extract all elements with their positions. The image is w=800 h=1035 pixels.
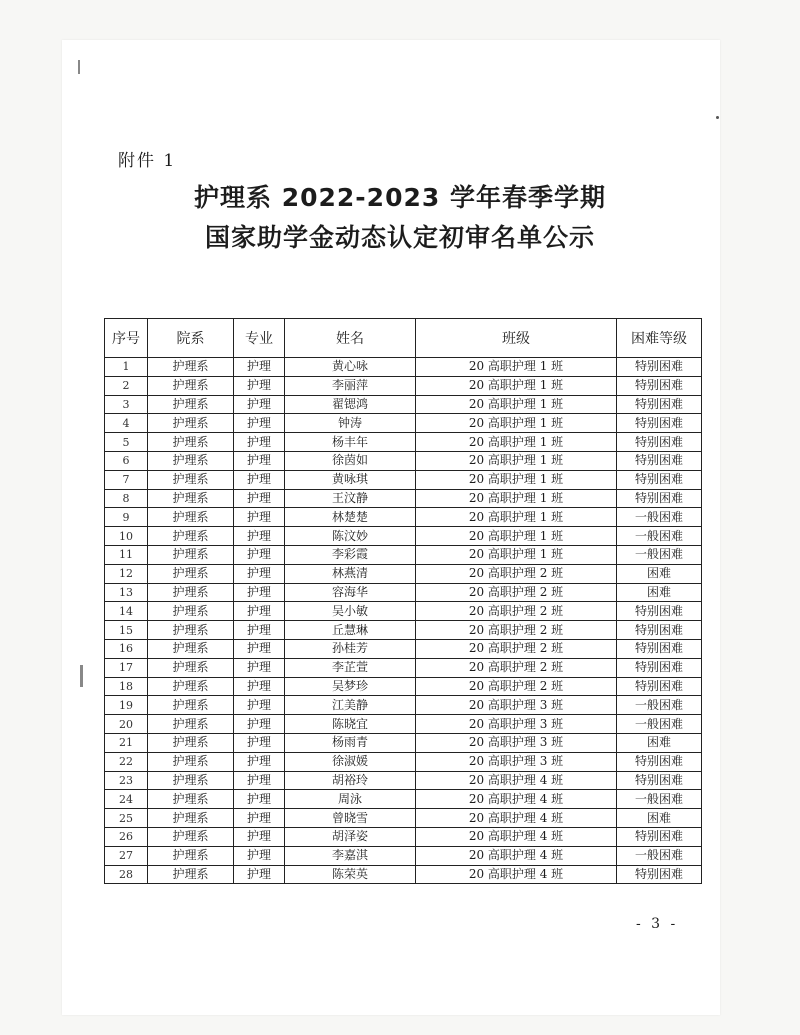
table-row [105, 414, 702, 433]
cell-name: 吴小敏 [285, 602, 416, 621]
cell-index: 10 [105, 527, 148, 546]
cell-department: 护理系 [148, 696, 234, 715]
cell-department: 护理系 [148, 733, 234, 752]
cell-difficulty-level: 特别困难 [617, 395, 702, 414]
table-row [105, 771, 702, 790]
cell-department: 护理系 [148, 470, 234, 489]
table-row [105, 358, 702, 377]
table-row [105, 470, 702, 489]
table-row [105, 527, 702, 546]
cell-class: 20 高职护理 1 班 [416, 489, 617, 508]
cell-department: 护理系 [148, 865, 234, 884]
cell-major: 护理 [234, 752, 285, 771]
cell-class: 20 高职护理 1 班 [416, 545, 617, 564]
cell-major: 护理 [234, 827, 285, 846]
cell-name: 黄心咏 [285, 358, 416, 377]
table-row [105, 715, 702, 734]
cell-department: 护理系 [148, 433, 234, 452]
cell-major: 护理 [234, 771, 285, 790]
cell-department: 护理系 [148, 358, 234, 377]
cell-class: 20 高职护理 4 班 [416, 809, 617, 828]
table-row [105, 583, 702, 602]
cell-difficulty-level: 特别困难 [617, 771, 702, 790]
cell-major: 护理 [234, 451, 285, 470]
cell-index: 15 [105, 621, 148, 640]
cell-index: 6 [105, 451, 148, 470]
header-difficulty-level: 困难等级 [617, 319, 702, 358]
cell-class: 20 高职护理 2 班 [416, 621, 617, 640]
cell-department: 护理系 [148, 658, 234, 677]
cell-index: 7 [105, 470, 148, 489]
cell-difficulty-level: 一般困难 [617, 527, 702, 546]
cell-major: 护理 [234, 395, 285, 414]
cell-class: 20 高职护理 3 班 [416, 715, 617, 734]
cell-difficulty-level: 困难 [617, 809, 702, 828]
cell-department: 护理系 [148, 451, 234, 470]
table-row [105, 733, 702, 752]
cell-name: 黄咏琪 [285, 470, 416, 489]
cell-difficulty-level: 特别困难 [617, 470, 702, 489]
scan-mark-margin [80, 665, 83, 687]
cell-index: 20 [105, 715, 148, 734]
cell-difficulty-level: 特别困难 [617, 358, 702, 377]
table-row [105, 545, 702, 564]
cell-difficulty-level: 困难 [617, 564, 702, 583]
cell-index: 27 [105, 846, 148, 865]
cell-difficulty-level: 一般困难 [617, 545, 702, 564]
cell-department: 护理系 [148, 790, 234, 809]
cell-name: 陈晓宜 [285, 715, 416, 734]
cell-name: 曾晓雪 [285, 809, 416, 828]
cell-class: 20 高职护理 1 班 [416, 433, 617, 452]
cell-major: 护理 [234, 376, 285, 395]
table-row [105, 809, 702, 828]
cell-major: 护理 [234, 527, 285, 546]
table-row [105, 508, 702, 527]
cell-class: 20 高职护理 1 班 [416, 376, 617, 395]
scan-mark-left [78, 60, 80, 74]
cell-index: 11 [105, 545, 148, 564]
table-row [105, 865, 702, 884]
document-title-line2: 国家助学金动态认定初审名单公示 [204, 223, 595, 252]
cell-difficulty-level: 特别困难 [617, 489, 702, 508]
cell-class: 20 高职护理 2 班 [416, 564, 617, 583]
cell-index: 26 [105, 827, 148, 846]
cell-name: 容海华 [285, 583, 416, 602]
cell-name: 钟涛 [285, 414, 416, 433]
cell-class: 20 高职护理 2 班 [416, 639, 617, 658]
cell-difficulty-level: 特别困难 [617, 677, 702, 696]
cell-difficulty-level: 特别困难 [617, 827, 702, 846]
cell-major: 护理 [234, 621, 285, 640]
aid-list-table [104, 318, 702, 884]
cell-name: 江美静 [285, 696, 416, 715]
scan-dot-right [716, 116, 719, 119]
cell-name: 王汶静 [285, 489, 416, 508]
table-row [105, 395, 702, 414]
cell-class: 20 高职护理 2 班 [416, 602, 617, 621]
header-department: 院系 [148, 319, 234, 358]
cell-difficulty-level: 特别困难 [617, 414, 702, 433]
table-row [105, 846, 702, 865]
table-row [105, 621, 702, 640]
header-major: 专业 [234, 319, 285, 358]
cell-class: 20 高职护理 2 班 [416, 583, 617, 602]
cell-department: 护理系 [148, 395, 234, 414]
table-row [105, 658, 702, 677]
cell-major: 护理 [234, 809, 285, 828]
cell-major: 护理 [234, 358, 285, 377]
cell-department: 护理系 [148, 639, 234, 658]
cell-major: 护理 [234, 470, 285, 489]
cell-department: 护理系 [148, 715, 234, 734]
cell-department: 护理系 [148, 508, 234, 527]
cell-index: 17 [105, 658, 148, 677]
cell-index: 18 [105, 677, 148, 696]
cell-difficulty-level: 一般困难 [617, 508, 702, 527]
cell-difficulty-level: 特别困难 [617, 602, 702, 621]
cell-class: 20 高职护理 4 班 [416, 790, 617, 809]
cell-name: 周泳 [285, 790, 416, 809]
cell-class: 20 高职护理 4 班 [416, 865, 617, 884]
table-row [105, 602, 702, 621]
table-row [105, 564, 702, 583]
cell-department: 护理系 [148, 545, 234, 564]
cell-major: 护理 [234, 639, 285, 658]
cell-name: 徐淑媛 [285, 752, 416, 771]
cell-difficulty-level: 一般困难 [617, 715, 702, 734]
cell-department: 护理系 [148, 564, 234, 583]
cell-index: 9 [105, 508, 148, 527]
document-title-line1: 护理系 2022-2023 学年春季学期 [194, 183, 606, 212]
cell-difficulty-level: 特别困难 [617, 658, 702, 677]
cell-difficulty-level: 特别困难 [617, 376, 702, 395]
cell-class: 20 高职护理 1 班 [416, 527, 617, 546]
cell-index: 22 [105, 752, 148, 771]
cell-department: 护理系 [148, 771, 234, 790]
header-index: 序号 [105, 319, 148, 358]
cell-name: 翟锶鸿 [285, 395, 416, 414]
cell-index: 3 [105, 395, 148, 414]
cell-name: 李芷萱 [285, 658, 416, 677]
cell-index: 23 [105, 771, 148, 790]
table-row [105, 376, 702, 395]
cell-major: 护理 [234, 583, 285, 602]
cell-name: 李彩霞 [285, 545, 416, 564]
cell-major: 护理 [234, 865, 285, 884]
cell-department: 护理系 [148, 527, 234, 546]
cell-difficulty-level: 特别困难 [617, 639, 702, 658]
cell-major: 护理 [234, 545, 285, 564]
table-row [105, 451, 702, 470]
cell-index: 12 [105, 564, 148, 583]
cell-name: 杨雨青 [285, 733, 416, 752]
cell-index: 4 [105, 414, 148, 433]
cell-class: 20 高职护理 1 班 [416, 470, 617, 489]
cell-difficulty-level: 特别困难 [617, 621, 702, 640]
cell-major: 护理 [234, 564, 285, 583]
cell-class: 20 高职护理 3 班 [416, 696, 617, 715]
cell-index: 28 [105, 865, 148, 884]
cell-department: 护理系 [148, 414, 234, 433]
cell-department: 护理系 [148, 677, 234, 696]
cell-difficulty-level: 特别困难 [617, 451, 702, 470]
cell-name: 丘慧琳 [285, 621, 416, 640]
table-row [105, 433, 702, 452]
cell-department: 护理系 [148, 583, 234, 602]
cell-index: 2 [105, 376, 148, 395]
cell-name: 杨丰年 [285, 433, 416, 452]
cell-class: 20 高职护理 4 班 [416, 846, 617, 865]
cell-major: 护理 [234, 715, 285, 734]
cell-department: 护理系 [148, 621, 234, 640]
cell-difficulty-level: 一般困难 [617, 846, 702, 865]
cell-major: 护理 [234, 433, 285, 452]
cell-name: 李嘉淇 [285, 846, 416, 865]
table-row [105, 827, 702, 846]
cell-major: 护理 [234, 658, 285, 677]
table-row [105, 677, 702, 696]
cell-department: 护理系 [148, 809, 234, 828]
cell-major: 护理 [234, 790, 285, 809]
cell-major: 护理 [234, 489, 285, 508]
cell-difficulty-level: 困难 [617, 583, 702, 602]
cell-difficulty-level: 一般困难 [617, 790, 702, 809]
cell-major: 护理 [234, 846, 285, 865]
cell-difficulty-level: 特别困难 [617, 752, 702, 771]
cell-name: 李丽萍 [285, 376, 416, 395]
cell-major: 护理 [234, 602, 285, 621]
cell-major: 护理 [234, 508, 285, 527]
cell-major: 护理 [234, 733, 285, 752]
cell-class: 20 高职护理 1 班 [416, 358, 617, 377]
cell-class: 20 高职护理 3 班 [416, 733, 617, 752]
cell-department: 护理系 [148, 602, 234, 621]
page-number: - 3 - [636, 916, 679, 932]
table-row [105, 752, 702, 771]
cell-class: 20 高职护理 1 班 [416, 451, 617, 470]
cell-major: 护理 [234, 677, 285, 696]
header-class: 班级 [416, 319, 617, 358]
table-row [105, 696, 702, 715]
cell-department: 护理系 [148, 489, 234, 508]
cell-index: 16 [105, 639, 148, 658]
cell-index: 14 [105, 602, 148, 621]
cell-class: 20 高职护理 2 班 [416, 658, 617, 677]
cell-index: 21 [105, 733, 148, 752]
cell-index: 19 [105, 696, 148, 715]
cell-name: 胡裕玲 [285, 771, 416, 790]
cell-name: 林燕清 [285, 564, 416, 583]
table-row [105, 790, 702, 809]
cell-index: 1 [105, 358, 148, 377]
header-name: 姓名 [285, 319, 416, 358]
cell-department: 护理系 [148, 752, 234, 771]
cell-name: 徐茵如 [285, 451, 416, 470]
cell-name: 孙桂芳 [285, 639, 416, 658]
cell-index: 25 [105, 809, 148, 828]
cell-major: 护理 [234, 696, 285, 715]
table-row [105, 489, 702, 508]
cell-class: 20 高职护理 4 班 [416, 771, 617, 790]
cell-name: 陈荣英 [285, 865, 416, 884]
cell-index: 24 [105, 790, 148, 809]
cell-index: 5 [105, 433, 148, 452]
cell-name: 胡泽姿 [285, 827, 416, 846]
cell-difficulty-level: 特别困难 [617, 865, 702, 884]
table-header-row [105, 319, 702, 358]
cell-class: 20 高职护理 4 班 [416, 827, 617, 846]
cell-department: 护理系 [148, 846, 234, 865]
cell-index: 13 [105, 583, 148, 602]
cell-name: 吴梦珍 [285, 677, 416, 696]
cell-department: 护理系 [148, 827, 234, 846]
cell-difficulty-level: 特别困难 [617, 433, 702, 452]
cell-class: 20 高职护理 1 班 [416, 414, 617, 433]
cell-major: 护理 [234, 414, 285, 433]
cell-class: 20 高职护理 3 班 [416, 752, 617, 771]
cell-class: 20 高职护理 1 班 [416, 508, 617, 527]
cell-difficulty-level: 困难 [617, 733, 702, 752]
cell-class: 20 高职护理 1 班 [416, 395, 617, 414]
cell-name: 陈汶妙 [285, 527, 416, 546]
attachment-label: 附件 1 [118, 151, 177, 171]
cell-class: 20 高职护理 2 班 [416, 677, 617, 696]
cell-difficulty-level: 一般困难 [617, 696, 702, 715]
table-row [105, 639, 702, 658]
cell-department: 护理系 [148, 376, 234, 395]
cell-index: 8 [105, 489, 148, 508]
cell-name: 林楚楚 [285, 508, 416, 527]
